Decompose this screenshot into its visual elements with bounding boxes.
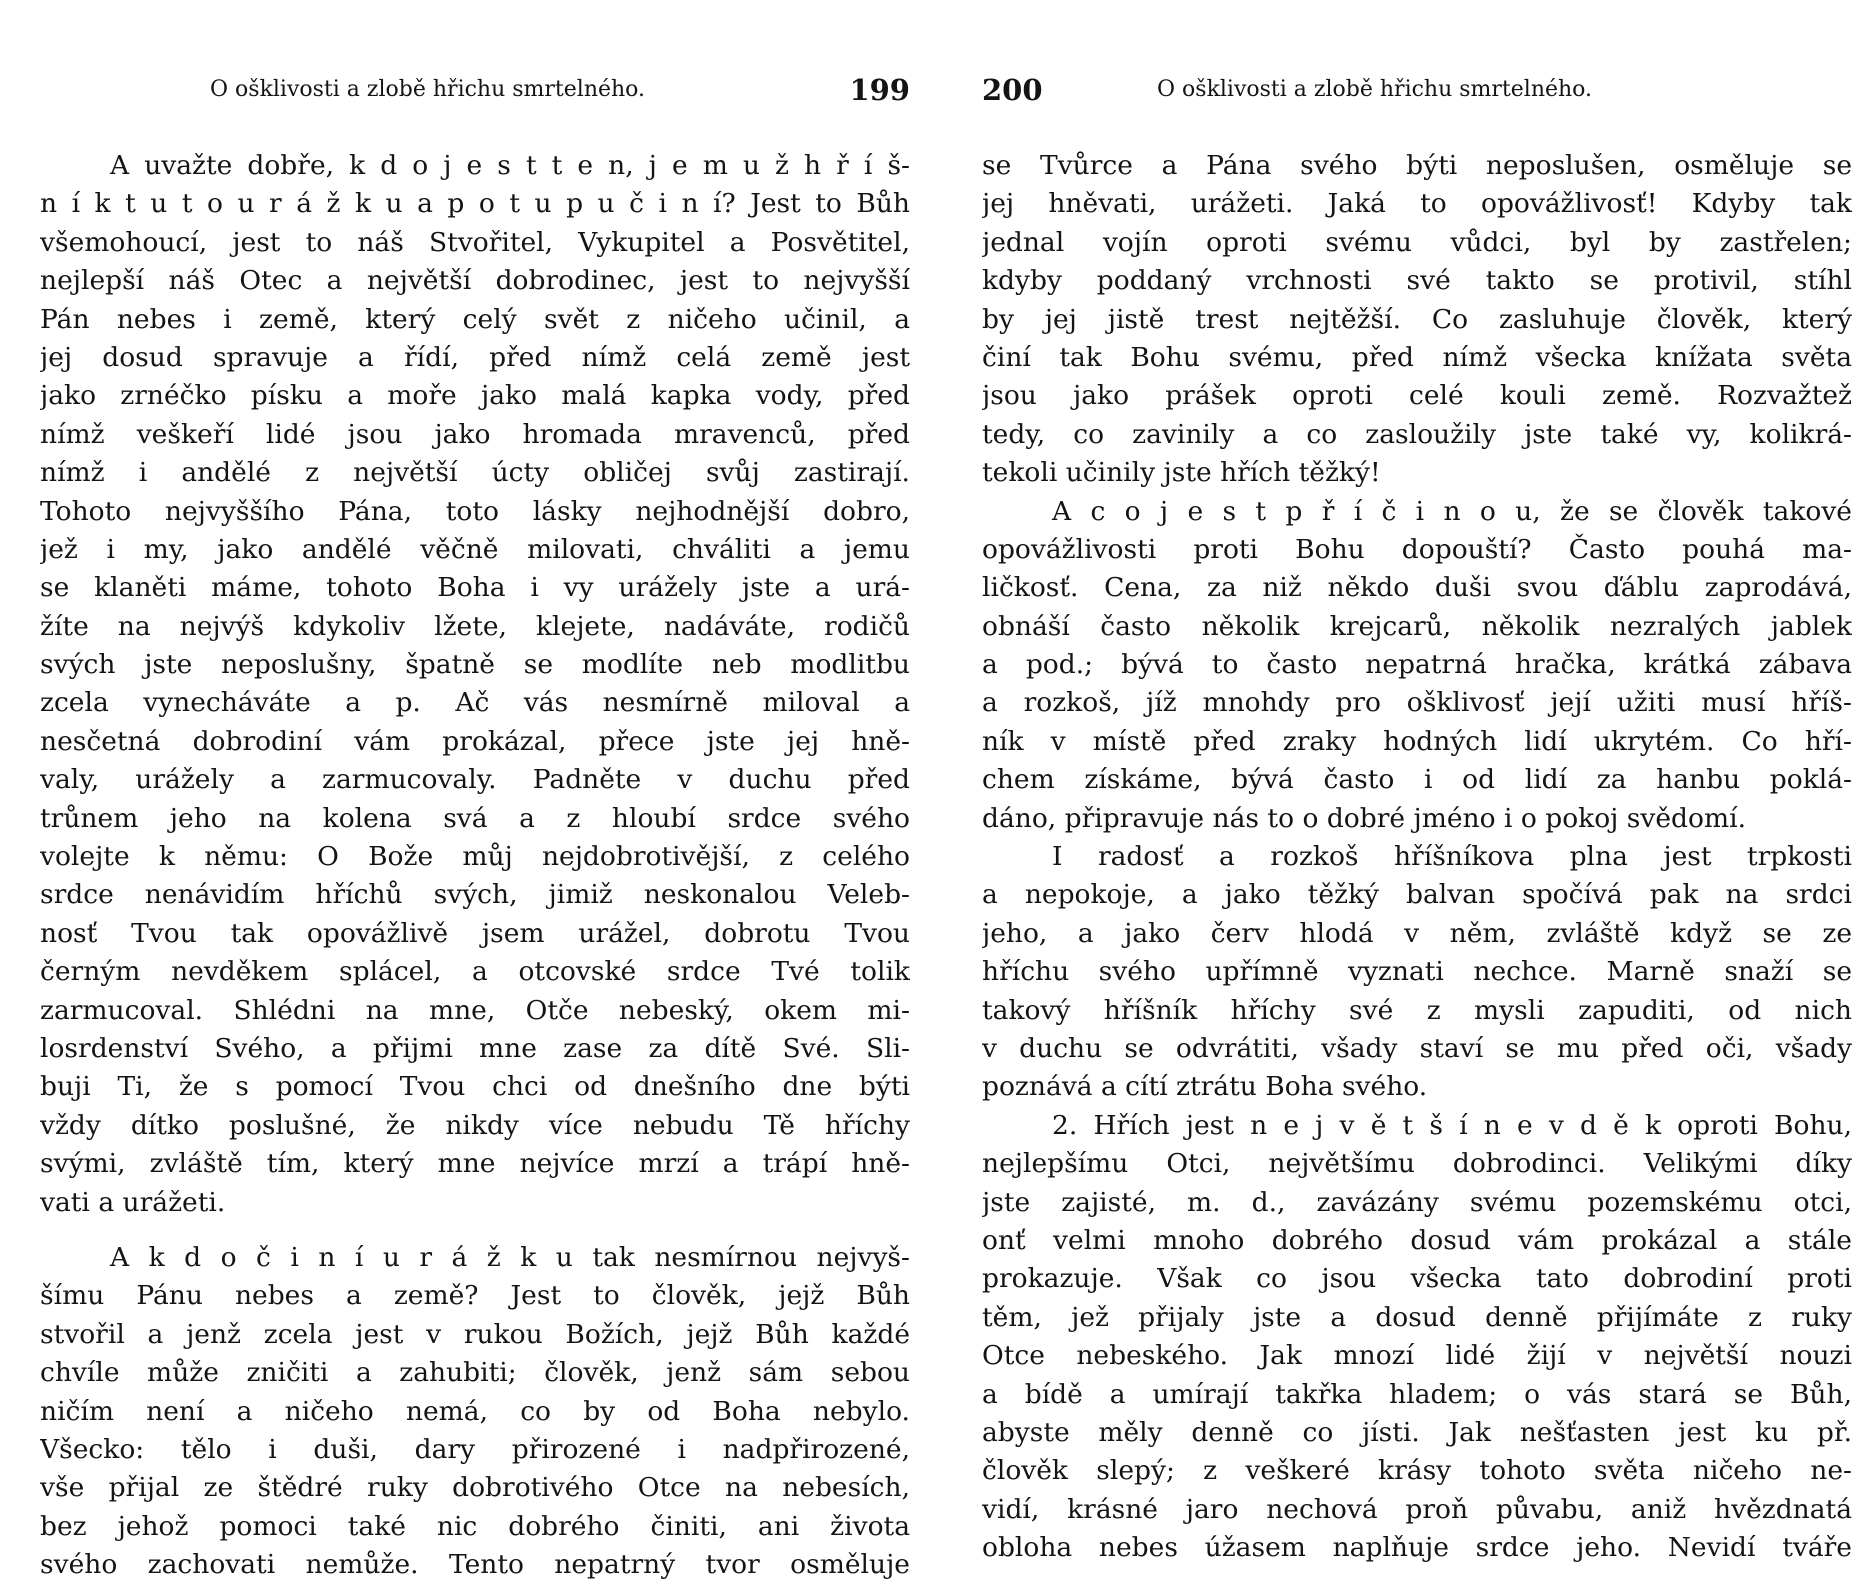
text-line: nejlepšímu Otci, největšímu dobrodinci. Velikými díky <box>982 1148 1852 1180</box>
text-line: žíte na nejvýš kdykoliv lžete, klejete, nadáváte, rodičů <box>40 610 910 642</box>
text-line: chem získáme, bývá často i od lidí za hanbu poklá- <box>982 764 1852 796</box>
text-line: a rozkoš, jíž mnohdy pro ošklivosť její užiti musí hříš- <box>982 687 1852 719</box>
text-line: se klaněti máme, tohoto Boha i vy urážely jste a urá- <box>40 572 910 604</box>
text-line: hříchu svého upřímně vyznati nechce. Marně snaží se <box>982 956 1852 988</box>
page-body <box>982 147 1852 1567</box>
text-line: člověk slepý; z veškeré krásy tohoto světa ničeho ne- <box>982 1455 1852 1487</box>
text-line: nosť Tvou tak opovážlivě jsem urážel, dobrotu Tvou <box>40 917 910 949</box>
text-line: jej dosud spravuje a řídí, před nímž celá země jest <box>40 341 910 373</box>
text-line: 2. Hřích jest n e j v ě t š í n e v d ě k oproti Bohu, <box>1052 1109 1852 1141</box>
text-line: onť velmi mnoho dobrého dosud vám prokázal a stále <box>982 1224 1852 1256</box>
text-line: prokazuje. Však co jsou všecka tato dobrodiní proti <box>982 1263 1852 1295</box>
text-line: opovážlivosti proti Bohu dopouští? Často pouhá ma- <box>982 533 1852 565</box>
text-line: I radosť a rozkoš hříšníkova plna jest trpkosti <box>1052 841 1852 873</box>
text-line: svými, zvláště tím, který mne nejvíce mrzí a trápí hně- <box>40 1148 910 1180</box>
text-line: ličkosť. Cena, za niž někdo duši svou ďáblu zaprodává, <box>982 572 1852 604</box>
text-line: svých jste neposlušny, špatně se modlíte neb modlitbu <box>40 649 910 681</box>
text-line: a nepokoje, a jako těžký balvan spočívá pak na srdci <box>982 879 1852 911</box>
text-line: nímž i andělé z největší úcty obličej svůj zastirají. <box>40 457 910 489</box>
text-line: chvíle může zničiti a zahubiti; člověk, jenž sám sebou <box>40 1357 910 1389</box>
text-line: vati a urážeti. <box>40 1186 226 1218</box>
text-line: by jej jistě trest nejtěžší. Co zasluhuje člověk, který <box>982 303 1852 335</box>
text-line: A uvažte dobře, k d o j e s t t e n, j e m u ž h ř í š- <box>110 150 910 181</box>
page-number: 199 <box>849 73 910 107</box>
text-line: jste zajisté, m. d., zavázány svému pozemskému otci, <box>982 1186 1852 1218</box>
text-line: všemohoucí, jest to náš Stvořitel, Vykupitel a Posvětitel, <box>40 226 910 258</box>
text-line: vidí, krásné jaro nechová proň půvabu, aniž hvězdnatá <box>982 1493 1852 1525</box>
text-line: vždy dítko poslušné, že nikdy více nebudu Tě hříchy <box>40 1109 910 1141</box>
text-line: a pod.; bývá to často nepatrná hračka, krátká zábava <box>982 649 1852 681</box>
text-line: tekoli učinily jste hřích těžký! <box>982 457 1381 489</box>
left-page <box>40 0 910 1581</box>
text-line: Otce nebeského. Jak mnozí lidé žijí v největší nouzi <box>982 1340 1852 1372</box>
text-line: ník v místě před zraky hodných lidí ukrytém. Co hří- <box>982 725 1852 757</box>
text-line: Tohoto nejvyššího Pána, toto lásky nejhodnější dobro, <box>40 495 910 527</box>
page-header <box>40 70 910 110</box>
text-line: zcela vynecháváte a p. Ač vás nesmírně miloval a <box>40 687 910 719</box>
text-line: nejlepší náš Otec a největší dobrodinec, jest to nejvyšší <box>40 265 910 297</box>
text-line: dáno, připravuje nás to o dobré jméno i o pokoj svědomí. <box>982 802 1746 834</box>
text-line: jako zrnéčko písku a moře jako malá kapka vody, před <box>40 380 910 412</box>
text-line: stvořil a jenž zcela jest v rukou Božích, jejž Bůh každé <box>40 1318 910 1350</box>
text-line: obloha nebes úžasem naplňuje srdce jeho. Nevidí tváře <box>982 1532 1852 1564</box>
text-line: buji Ti, že s pomocí Tvou chci od dnešního dne býti <box>40 1071 910 1103</box>
text-line: valy, urážely a zarmucovaly. Padněte v duchu před <box>40 764 910 796</box>
text-line: nímž veškeří lidé jsou jako hromada mravenců, před <box>40 418 910 450</box>
text-line: Všecko: tělo i duši, dary přirozené i nadpřirozené, <box>40 1433 910 1465</box>
page-header <box>982 70 1852 110</box>
text-line: a bídě a umírají takřka hladem; o vás stará se Bůh, <box>982 1378 1852 1410</box>
text-line: jsou jako prášek oproti celé kouli země. Rozvažtež <box>982 380 1852 412</box>
text-line: jež i my, jako andělé věčně milovati, chváliti a jemu <box>40 533 910 565</box>
text-line: nesčetná dobrodiní vám prokázal, přece jste jej hně- <box>40 725 910 757</box>
text-line: srdce nenávidím hříchů svých, jimiž neskonalou Veleb- <box>40 879 910 911</box>
text-line: n í k t u t o u r á ž k u a p o t u p u č i n í? Jest to Bůh <box>40 188 910 220</box>
text-line: šímu Pánu nebes a země? Jest to člověk, jejž Bůh <box>40 1280 910 1312</box>
text-line: vše přijal ze štědré ruky dobrotivého Otce na nebesích, <box>40 1472 910 1504</box>
text-line: A c o j e s t p ř í č i n o u, že se člověk takové <box>1052 495 1852 527</box>
text-line: obnáší často několik krejcarů, několik nezralých jablek <box>982 610 1852 642</box>
text-line: takový hříšník hříchy své z mysli zapuditi, od nich <box>982 994 1852 1026</box>
text-line: bez jehož pomoci také nic dobrého činiti, ani života <box>40 1510 910 1542</box>
text-line: ničím není a ničeho nemá, co by od Boha nebylo. <box>40 1395 910 1427</box>
text-line: A k d o č i n í u r á ž k u tak nesmírnou nejvyš- <box>110 1241 910 1273</box>
page-number: 200 <box>982 73 1043 107</box>
text-line: jednal vojín oproti svému vůdci, byl by zastřelen; <box>982 226 1852 258</box>
text-line: kdyby poddaný vrchnosti své takto se protivil, stíhl <box>982 265 1852 297</box>
text-line: v duchu se odvrátiti, všady staví se mu před oči, všady <box>982 1032 1852 1064</box>
text-line: jeho, a jako červ hlodá v něm, zvláště když se ze <box>982 917 1852 949</box>
text-line: jej hněvati, urážeti. Jaká to opovážlivosť! Kdyby tak <box>982 188 1852 220</box>
text-line: činí tak Bohu svému, před nímž všecka knížata světa <box>982 341 1852 373</box>
running-title: O ošklivosti a zlobě hřichu smrtelného. <box>210 77 646 102</box>
text-line: volejte k němu: O Bože můj nejdobrotivější, z celého <box>40 841 910 873</box>
page-body <box>40 147 910 1584</box>
right-page <box>982 0 1852 1564</box>
text-line: Pán nebes i země, který celý svět z ničeho učinil, a <box>40 303 910 335</box>
text-line: svého zachovati nemůže. Tento nepatrný tvor osměluje <box>40 1549 910 1581</box>
running-title: O ošklivosti a zlobě hřichu smrtelného. <box>1157 77 1593 102</box>
text-line: černým nevděkem splácel, a otcovské srdce Tvé tolik <box>40 956 910 988</box>
text-line: těm, jež přijaly jste a dosud denně přijímáte z ruky <box>982 1301 1852 1333</box>
text-line: zarmucoval. Shlédni na mne, Otče nebeský, okem mi- <box>40 994 910 1026</box>
text-line: poznává a cítí ztrátu Boha svého. <box>982 1071 1428 1103</box>
text-line: losrdenství Svého, a přijmi mne zase za dítě Své. Sli- <box>40 1032 910 1064</box>
text-line: trůnem jeho na kolena svá a z hloubí srdce svého <box>40 802 910 834</box>
text-line: tedy, co zavinily a co zasloužily jste také vy, kolikrá- <box>982 418 1852 450</box>
text-line: abyste měly denně co jísti. Jak nešťasten jest ku př. <box>982 1416 1852 1448</box>
text-line: se Tvůrce a Pána svého býti neposlušen, osměluje se <box>982 150 1852 181</box>
